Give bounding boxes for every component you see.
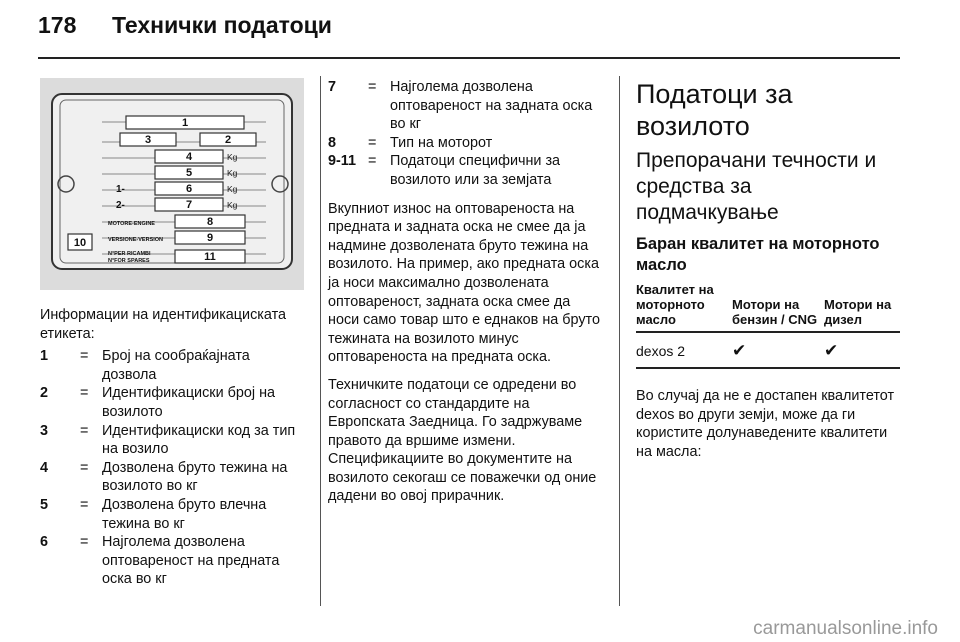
legend-key: 6 [40, 534, 49, 551]
legend-item [40, 422, 304, 459]
legend-key: 1 [40, 348, 49, 365]
legend-equals: = [80, 534, 89, 551]
legend-equals: = [80, 385, 89, 402]
unit-kg: Kg [227, 184, 238, 194]
legend-equals: = [368, 134, 377, 151]
field-7-label: 7 [185, 199, 193, 211]
unit-kg: Kg [227, 168, 238, 178]
legend-key: 3 [40, 422, 49, 439]
legend-text: Идентификациски код за тип на возило [102, 422, 296, 458]
legend-text: Идентификациски број на возилото [102, 385, 276, 420]
legend-item [40, 384, 304, 421]
technical-data-paragraph: Техничките податоци се одредени во согласност со стандардите на Европската Заедница. Го задржуваме правото да вршиме измени. Спецификациите во документите на возилото секогаш се поважечки од оние дадени во овој прирачник. [328, 376, 597, 505]
table-header-row [636, 280, 900, 332]
section-heading: Податоци за возилото [636, 79, 793, 141]
oil-quality-heading: Баран квалитет на моторното масло [636, 235, 880, 274]
legend-key: 7 [328, 79, 337, 95]
legend-equals: = [368, 153, 377, 170]
page-title: Технички податоци [112, 12, 332, 38]
identification-label-figure [40, 78, 304, 290]
field-3-label: 3 [144, 134, 152, 146]
header-rule [38, 57, 900, 59]
legend-key: 2 [40, 385, 49, 402]
legend-text: Податоци специфични за возилото или за земјата [390, 153, 561, 188]
field-6-label: 6 [185, 183, 193, 195]
column-header: Квалитет на моторното масло [636, 280, 732, 332]
subsection-heading: Препорачани течности и средства за подмачкување [636, 149, 877, 224]
legend-item [40, 459, 304, 496]
engine-caption: MOTORE-ENGINE [108, 221, 155, 227]
legend-text: Дозволена бруто влечна тежина во кг [102, 496, 267, 532]
spares-caption-2: N°FOR SPARES [108, 258, 150, 264]
label-intro: Информации на идентификациската етикета: [40, 307, 287, 342]
column-header: Мотори на дизел [824, 280, 900, 332]
field-2-label: 2 [224, 134, 232, 146]
column-divider-2 [619, 76, 620, 606]
legend-text: Дозволена бруто тежина на возилото во кг [102, 459, 288, 495]
watermark-footer: carmanualsonline.info [753, 618, 938, 639]
table-row [636, 332, 900, 368]
legend-key: 8 [328, 134, 337, 151]
legend-key: 4 [40, 459, 49, 476]
axle-1-prefix: 1- [116, 184, 125, 195]
legend-equals: = [80, 496, 89, 513]
spares-caption-1: N°PER RICAMBI [108, 251, 151, 257]
field-4-label: 4 [185, 151, 193, 163]
legend-key: 9-11 [328, 153, 357, 170]
legend-item [40, 347, 304, 384]
unit-kg: Kg [227, 152, 238, 162]
legend-list-2 [328, 78, 604, 190]
legend-equals: = [368, 79, 377, 95]
legend-equals: = [80, 348, 89, 365]
page-header [38, 12, 332, 39]
legend-text: Тип на моторот [390, 134, 493, 151]
check-icon: ✔ [732, 332, 824, 368]
field-8-label: 8 [206, 216, 214, 228]
column-left [40, 78, 304, 589]
legend-item [40, 533, 304, 589]
check-icon: ✔ [824, 332, 900, 368]
axle-2-prefix: 2- [116, 200, 125, 211]
legend-text: Најголема дозволена оптовареност на предната оска во кг [102, 534, 280, 588]
legend-text: Број на сообраќајната дозвола [102, 348, 250, 383]
legend-equals: = [80, 422, 89, 439]
column-middle [328, 78, 604, 515]
field-9-label: 9 [206, 232, 214, 244]
unit-kg: Kg [227, 200, 238, 210]
oil-note: Во случај да не е достапен квалитетот dexos во други земји, може да ги користите долунаведените квалитети на масла: [636, 388, 895, 460]
legend-key: 5 [40, 496, 49, 513]
table-cell: dexos 2 [636, 332, 732, 368]
field-11-label: 11 [204, 251, 216, 263]
field-10-label: 10 [73, 237, 87, 249]
legend-item [328, 78, 604, 134]
legend-item [328, 134, 604, 153]
legend-equals: = [80, 459, 89, 476]
axle-load-paragraph: Вкупниот износ на оптовареноста на предната и задната оска не смее да ја надмине дозволената бруто тежина на возилото. На пример, ако предната оска ја носи максимално дозволената оптовареност, задната оска смее да носи само товар што е еднаков на бруто тежината на возилото минус оптовареноста на предната оска. [328, 200, 600, 366]
version-caption: VERSIONE-VERSION [108, 237, 164, 243]
oil-quality-table [636, 280, 900, 369]
column-divider-1 [320, 76, 321, 606]
column-header: Мотори на бензин / CNG [732, 280, 824, 332]
column-right [636, 78, 900, 470]
field-5-label: 5 [185, 167, 193, 179]
legend-list-1 [40, 347, 304, 589]
legend-item [328, 152, 604, 189]
page-number: 178 [38, 12, 77, 38]
field-1-label: 1 [181, 117, 189, 129]
legend-item [40, 496, 304, 533]
legend-text: Најголема дозволена оптовареност на задната оска во кг [390, 79, 593, 133]
